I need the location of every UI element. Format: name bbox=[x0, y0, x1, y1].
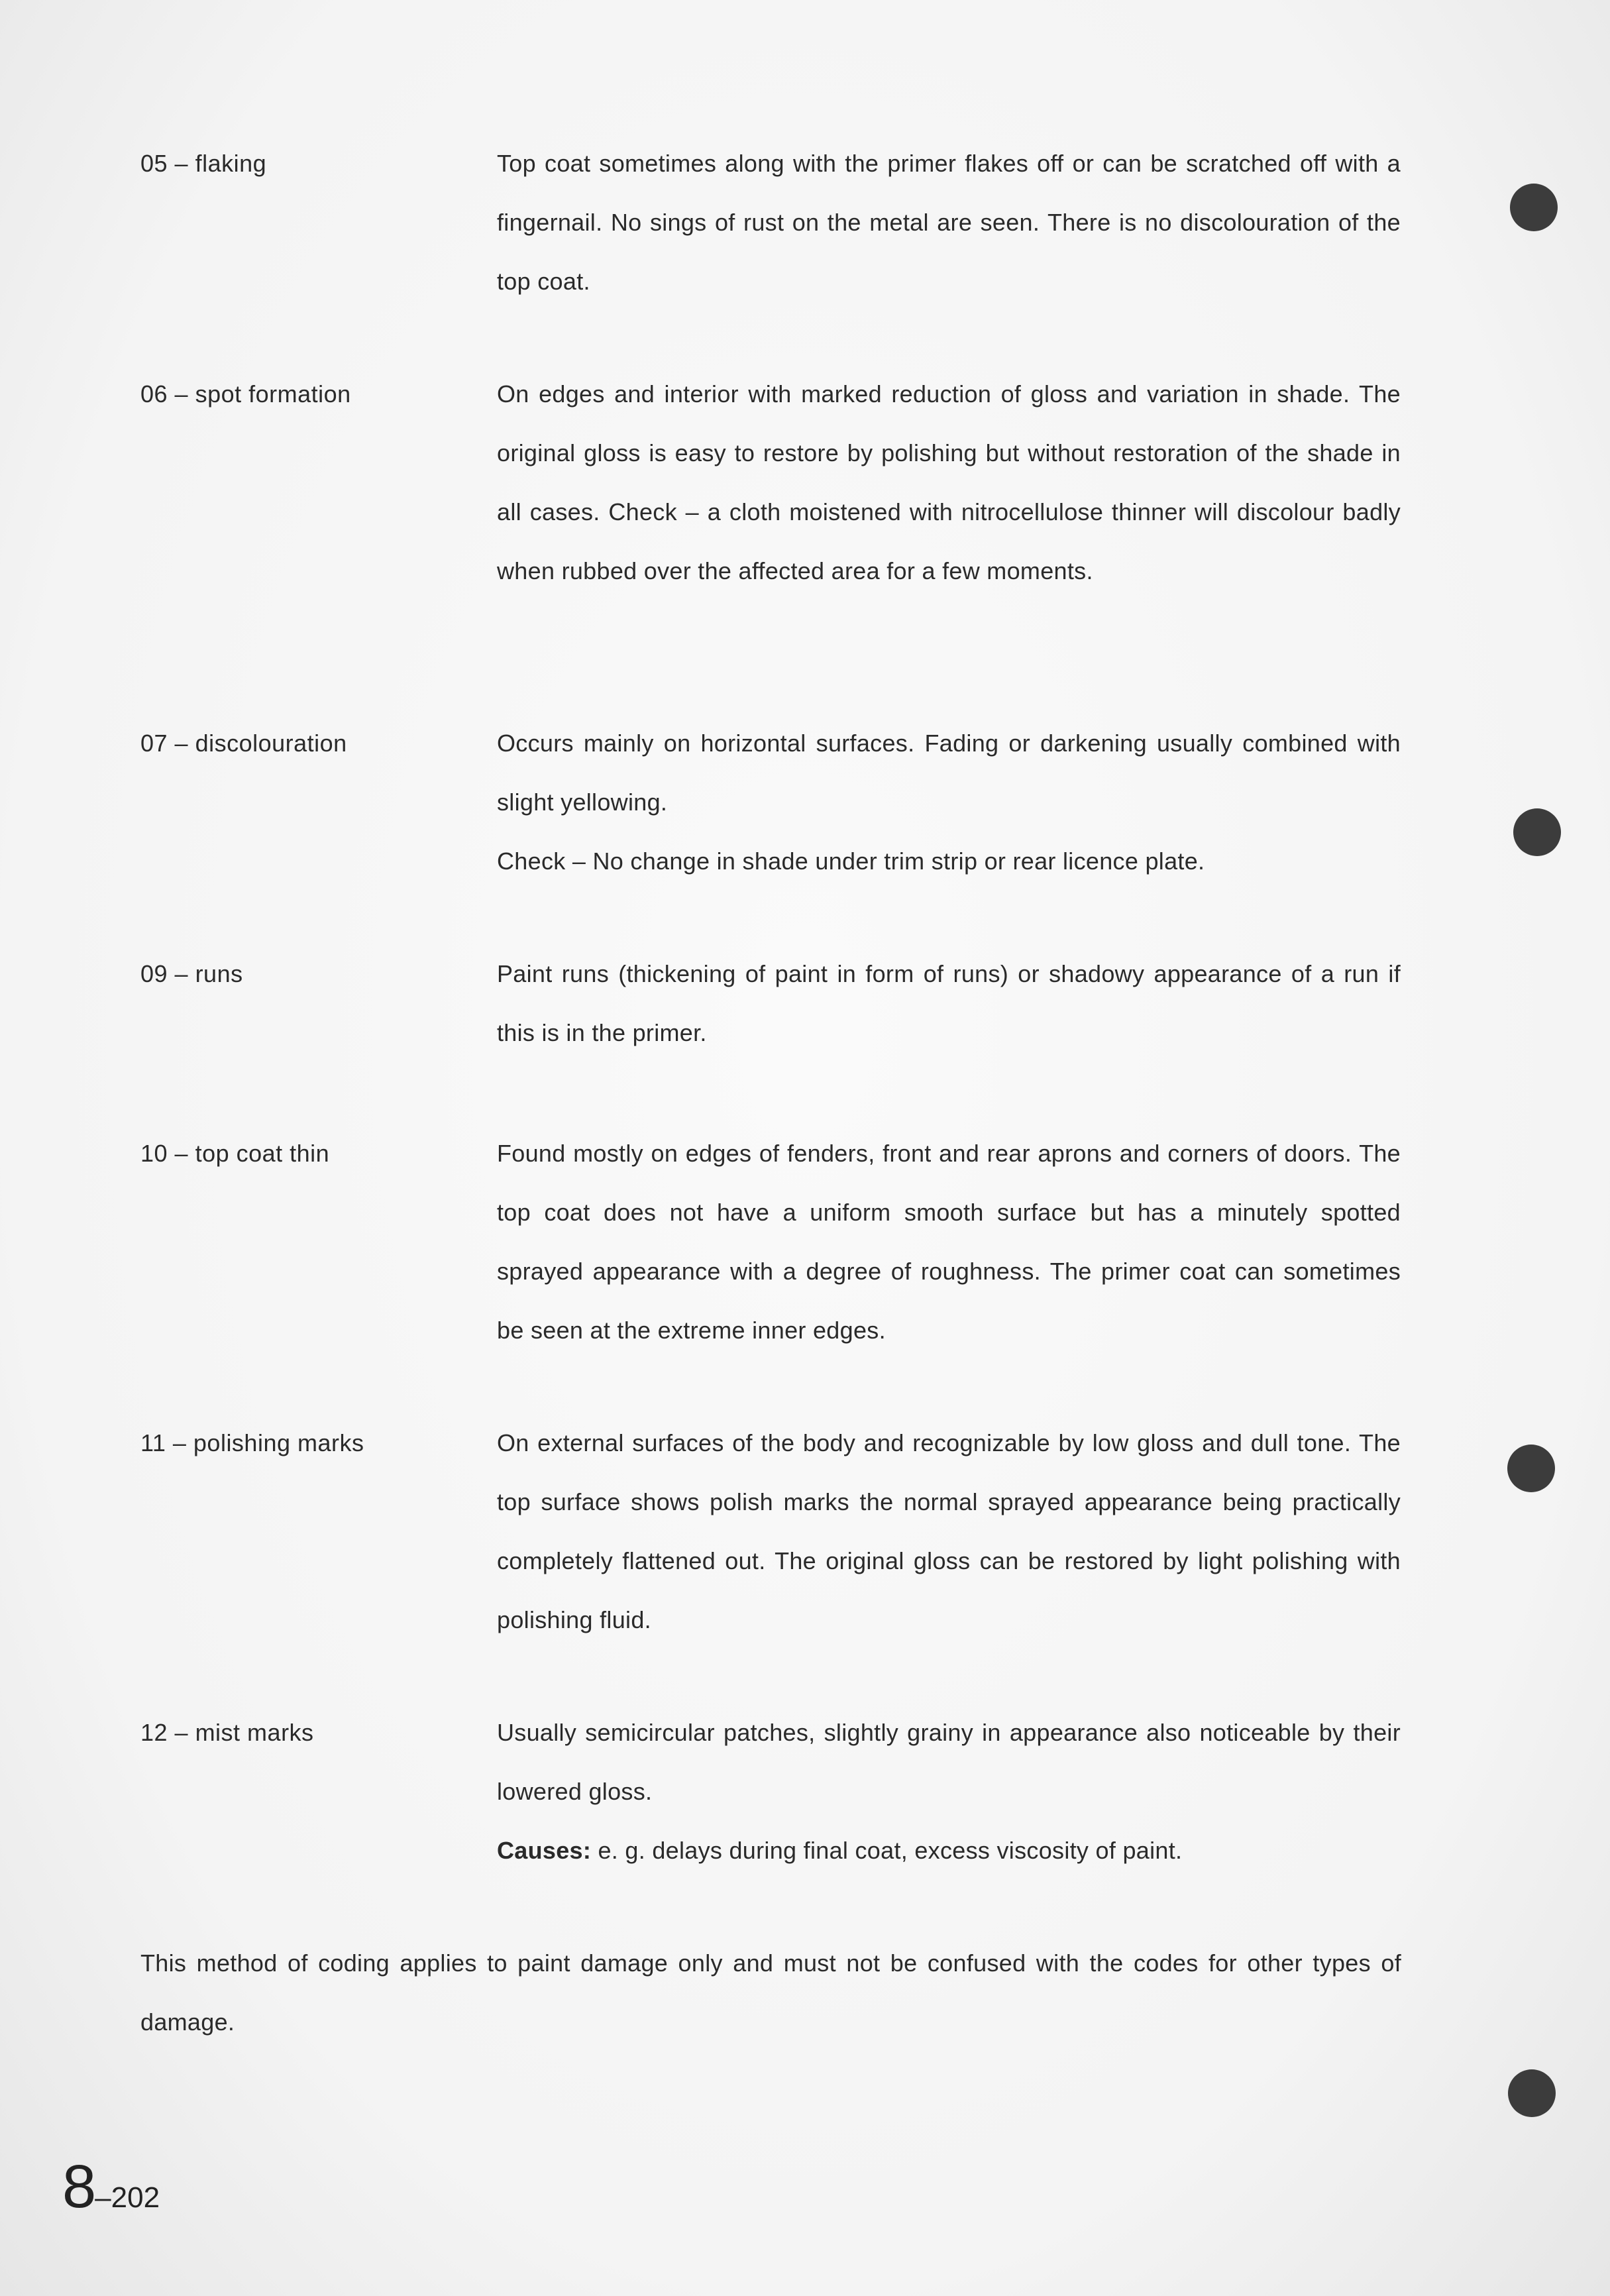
chapter-number: 8 bbox=[62, 2153, 95, 2220]
description-paragraph bbox=[497, 1413, 1401, 1649]
coding-note: This method of coding applies to paint damage only and must not be confused with the codes for other types of damage. bbox=[140, 1949, 1401, 2036]
damage-code: 07 – discolouration bbox=[140, 730, 347, 757]
paragraph-text: Check – No change in shade under trim strip or rear licence plate. bbox=[497, 847, 1205, 875]
description-paragraph bbox=[497, 714, 1401, 832]
punch-hole bbox=[1508, 2069, 1556, 2117]
damage-description bbox=[497, 364, 1401, 600]
damage-description bbox=[497, 134, 1401, 311]
damage-description bbox=[497, 1413, 1401, 1649]
punch-hole bbox=[1510, 184, 1558, 231]
damage-code: 05 – flaking bbox=[140, 150, 267, 177]
paragraph-text: Paint runs (thickening of paint in form of runs) or shadowy appearance of a run if this is in the primer. bbox=[497, 960, 1401, 1046]
damage-description bbox=[497, 1124, 1401, 1360]
damage-code: 06 – spot formation bbox=[140, 380, 351, 408]
damage-code: 12 – mist marks bbox=[140, 1719, 314, 1746]
page-sub-number: –202 bbox=[95, 2181, 160, 2214]
paragraph-text: Top coat sometimes along with the primer flakes off or can be scratched off with a fingernail. No sings of rust on the metal are seen. There is no discolouration of the top coat. bbox=[497, 150, 1401, 295]
paragraph-text: Usually semicircular patches, slightly grainy in appearance also noticeable by their lowered gloss. bbox=[497, 1719, 1401, 1805]
page-number bbox=[62, 2152, 160, 2222]
damage-code: 11 – polishing marks bbox=[140, 1429, 364, 1456]
damage-description bbox=[497, 1703, 1401, 1880]
damage-code: 09 – runs bbox=[140, 960, 243, 987]
description-paragraph bbox=[497, 364, 1401, 600]
causes-label: Causes: bbox=[497, 1837, 592, 1864]
damage-description bbox=[497, 714, 1401, 891]
description-paragraph bbox=[497, 832, 1401, 891]
damage-code: 10 – top coat thin bbox=[140, 1140, 330, 1167]
description-paragraph bbox=[497, 1124, 1401, 1360]
paragraph-text: On external surfaces of the body and recognizable by low gloss and dull tone. The top surface shows polish marks the normal sprayed appearance being practically completely flattened out. The original gloss can be restored by light polishing with polishing fluid. bbox=[497, 1429, 1401, 1633]
paragraph-text: Found mostly on edges of fenders, front and rear aprons and corners of doors. The top coat does not have a uniform smooth surface but has a minutely spotted sprayed appearance with a degree of roughness. The primer coat can sometimes be seen at the extreme inner edges. bbox=[497, 1140, 1401, 1344]
punch-hole bbox=[1513, 808, 1561, 856]
description-paragraph bbox=[497, 134, 1401, 311]
description-paragraph bbox=[497, 944, 1401, 1062]
paragraph-text: On edges and interior with marked reduction of gloss and variation in shade. The original gloss is easy to restore by polishing but without restoration of the shade in all cases. Check – a cloth moistened with nitrocellulose thinner will discolour badly when rubbed over the affected area for a few moments. bbox=[497, 380, 1401, 584]
paragraph-text: Occurs mainly on horizontal surfaces. Fading or darkening usually combined with slight yellowing. bbox=[497, 730, 1401, 816]
damage-description bbox=[497, 944, 1401, 1062]
description-paragraph bbox=[497, 1821, 1401, 1880]
punch-hole bbox=[1507, 1445, 1555, 1492]
description-paragraph bbox=[497, 1703, 1401, 1821]
paragraph-text: e. g. delays during final coat, excess viscosity of paint. bbox=[591, 1837, 1183, 1864]
